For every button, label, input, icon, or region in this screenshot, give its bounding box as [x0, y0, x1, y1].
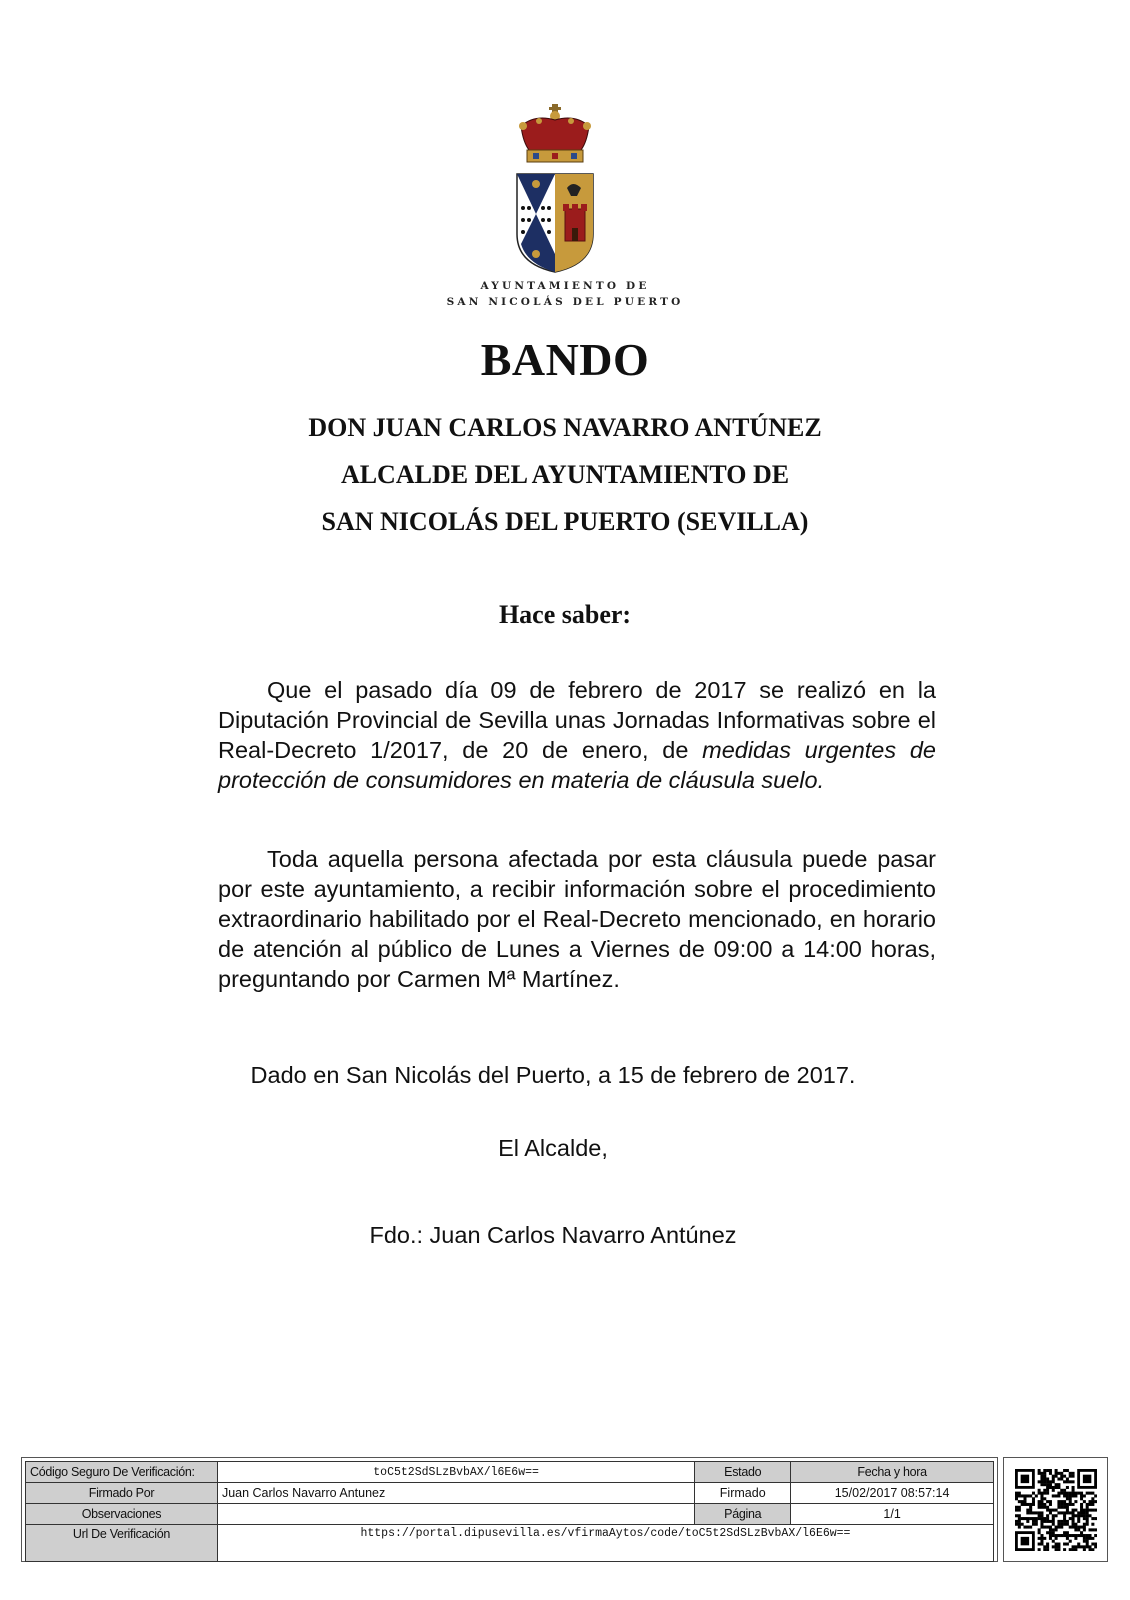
table-row	[26, 1504, 994, 1525]
verification-table	[25, 1461, 994, 1562]
signature-line: Fdo.: Juan Carlos Navarro Antúnez	[369, 1222, 737, 1248]
firmado-por-value: Juan Carlos Navarro Antunez	[217, 1483, 694, 1504]
fecha-label: Fecha y hora	[791, 1462, 994, 1483]
table-row	[26, 1483, 994, 1504]
observaciones-label: Observaciones	[26, 1504, 218, 1525]
estado-value: Firmado	[695, 1483, 791, 1504]
date-line: Dado en San Nicolás del Puerto, a 15 de febrero de 2017.	[250, 1062, 856, 1088]
table-row	[26, 1462, 994, 1483]
qr-code-box	[1003, 1457, 1108, 1562]
heading-line-office: ALCALDE DEL AYUNTAMIENTO DE	[340, 460, 790, 489]
pagina-label: Página	[695, 1504, 791, 1525]
org-name-line1: AYUNTAMIENTO DE	[480, 280, 650, 292]
observaciones-value	[217, 1504, 694, 1525]
org-name-line2: SAN NICOLÁS DEL PUERTO	[446, 296, 684, 308]
csv-label: Código Seguro De Verificación:	[26, 1462, 218, 1483]
paragraph-1	[218, 675, 936, 795]
announce-heading: Hace saber:	[498, 600, 632, 629]
verification-footer	[21, 1457, 998, 1562]
signer-title: El Alcalde,	[498, 1135, 608, 1161]
csv-value: toC5t2SdSLzBvbAX/l6E6w==	[217, 1462, 694, 1483]
heading-line-name: DON JUAN CARLOS NAVARRO ANTÚNEZ	[308, 413, 822, 442]
heading-line-town: SAN NICOLÁS DEL PUERTO (SEVILLA)	[321, 507, 809, 536]
estado-label: Estado	[695, 1462, 791, 1483]
fecha-value: 15/02/2017 08:57:14	[791, 1483, 994, 1504]
firmado-por-label: Firmado Por	[26, 1483, 218, 1504]
table-row	[26, 1525, 994, 1562]
document-title: BANDO	[480, 334, 650, 385]
pagina-value: 1/1	[791, 1504, 994, 1525]
paragraph-1-italic: medidas urgentes de protección de consumidores en materia de cláusula suelo.	[218, 737, 936, 793]
paragraph-2: Toda aquella persona afectada por esta cláusula puede pasar por este ayuntamiento, a recibir información sobre el procedimiento extraordinario habilitado por el Real-Decreto mencionado, en horario de atención al público de Lunes a Viernes de 09:00 a 14:00 horas, preguntando por Carmen Mª Martínez.	[218, 846, 936, 992]
qr-code-icon	[1015, 1469, 1097, 1551]
paragraph-1-text: Que el pasado día 09 de febrero de 2017 se realizó en la Diputación Provincial de Sevilla unas Jornadas Informativas sobre el Real-Decreto 1/2017, de 20 de enero, de	[218, 677, 936, 763]
url-label: Url De Verificación	[26, 1525, 218, 1562]
url-value[interactable]: https://portal.dipusevilla.es/vfirmaAytos/code/toC5t2SdSLzBvbAX/l6E6w==	[217, 1525, 993, 1562]
coat-of-arms-logo	[515, 104, 595, 274]
